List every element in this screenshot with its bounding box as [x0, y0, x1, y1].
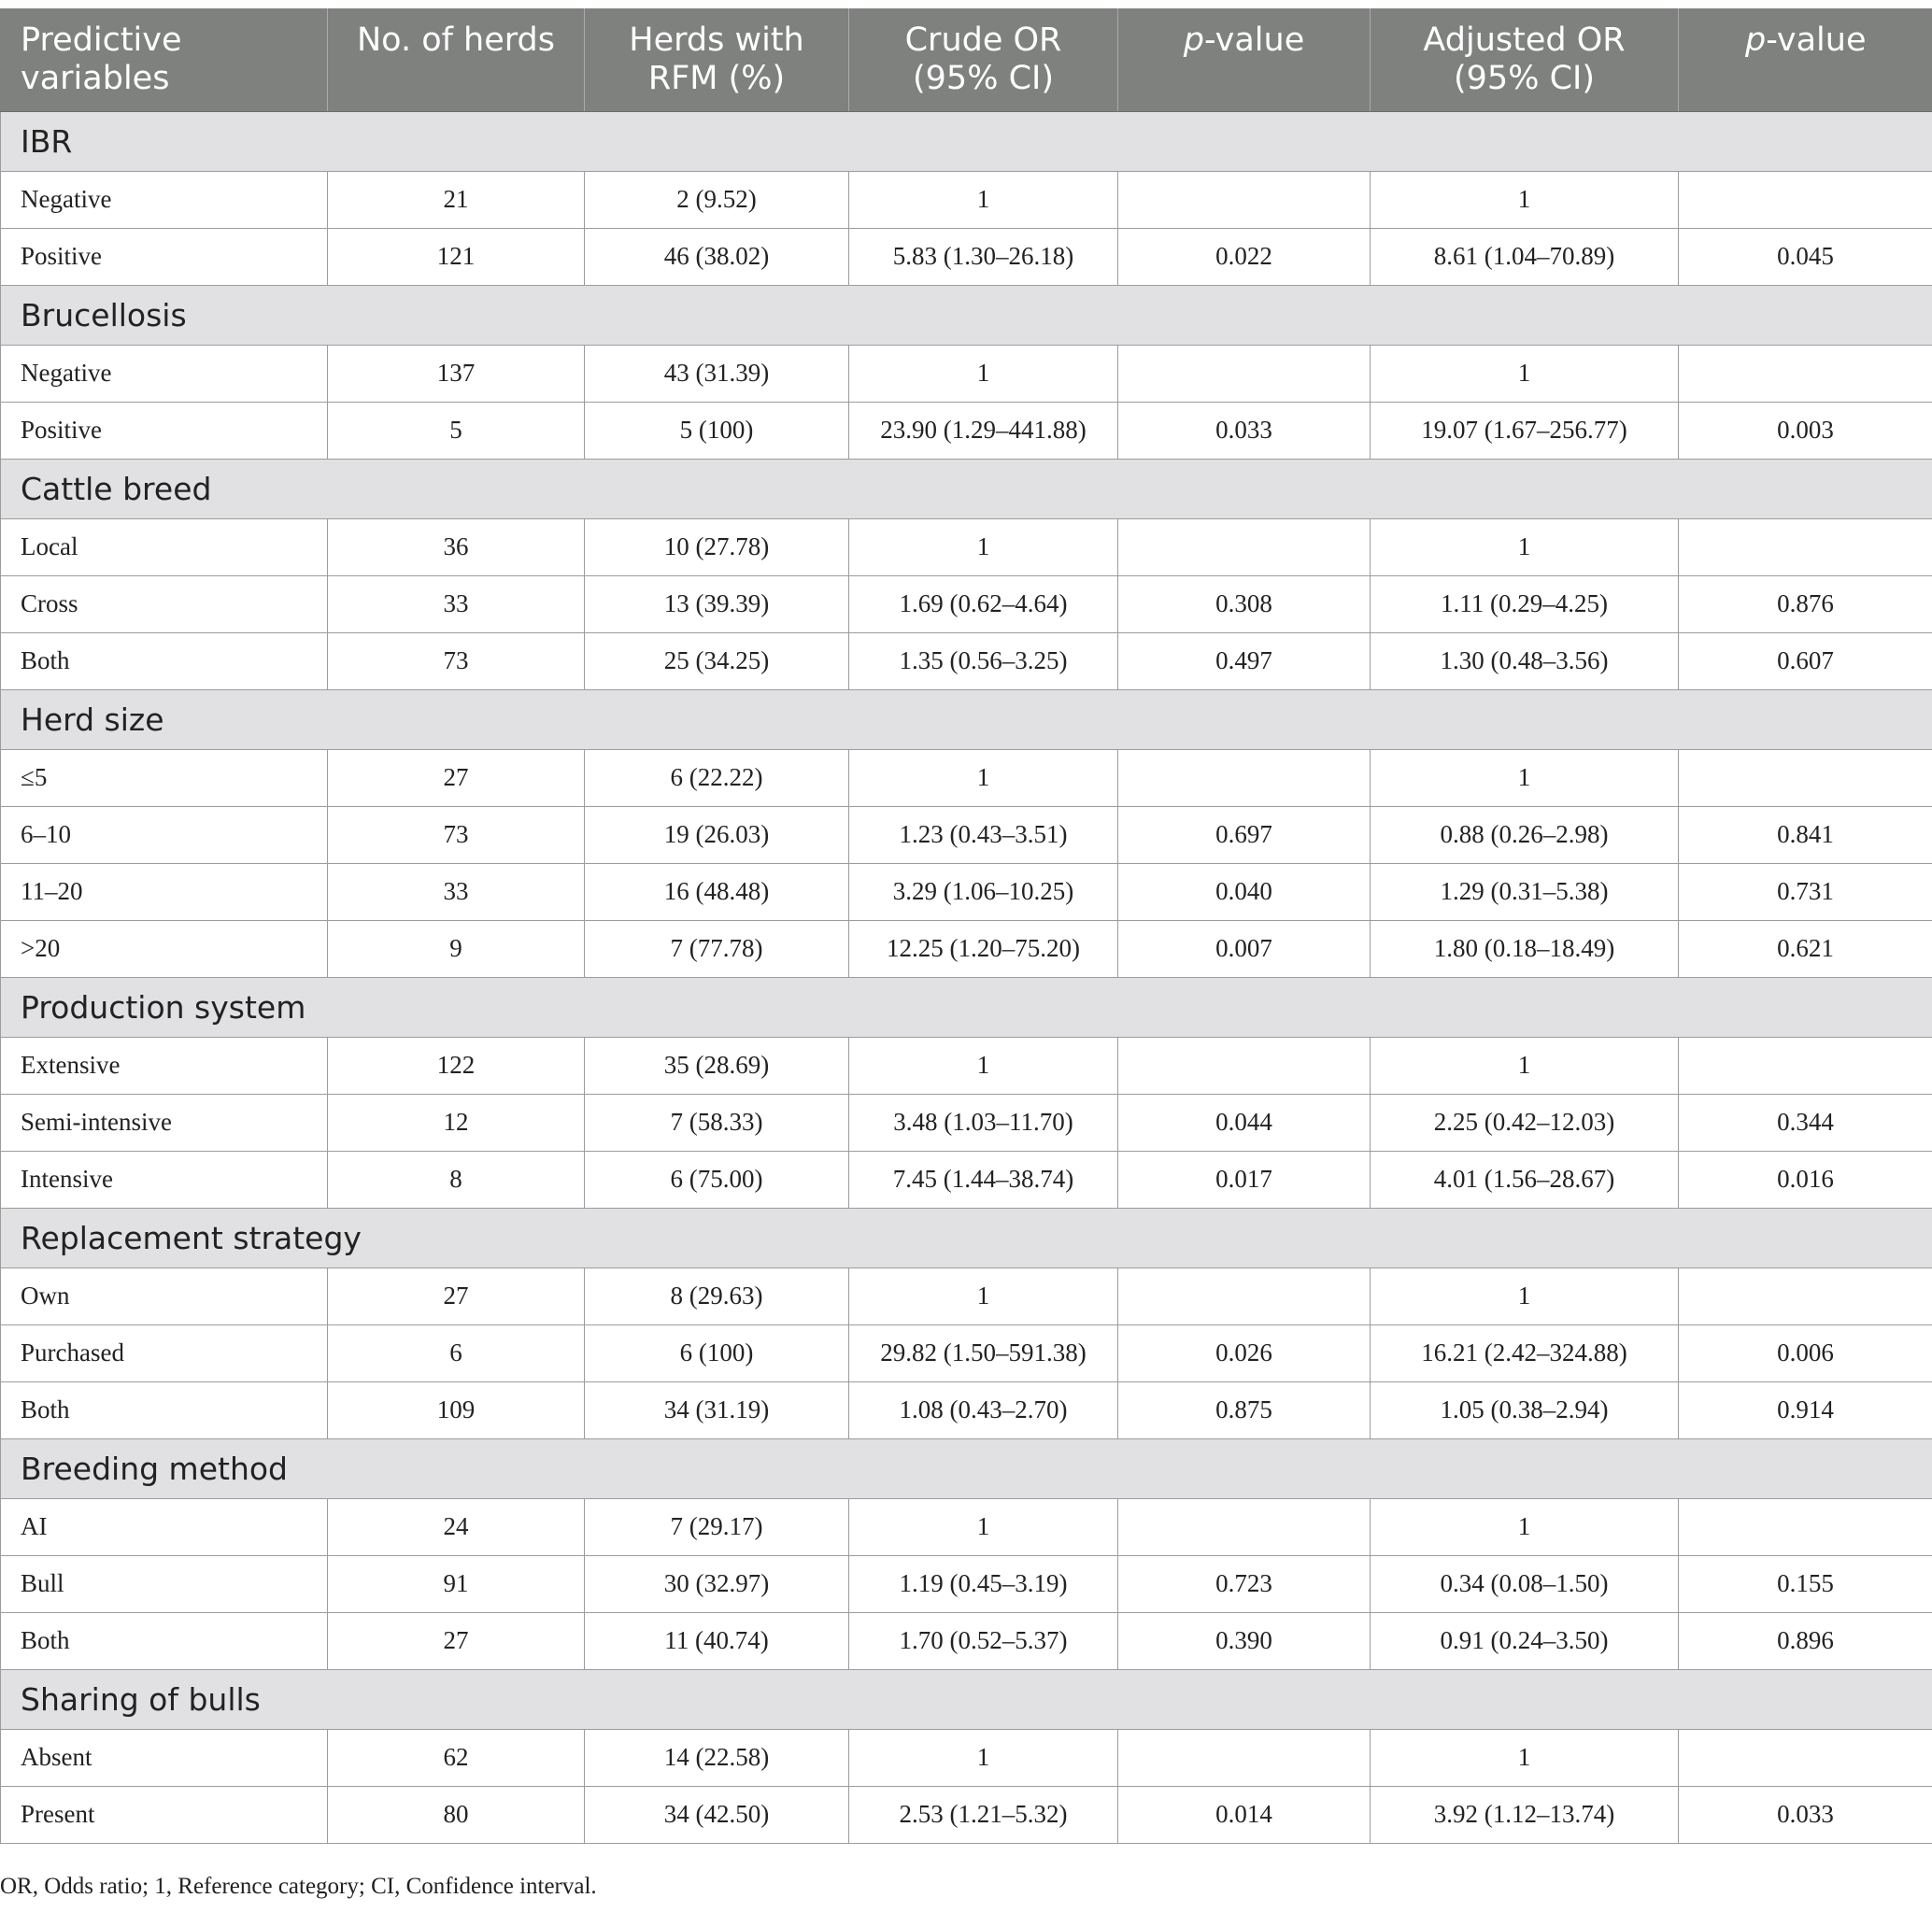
cell-adjusted-or: 1: [1371, 749, 1679, 806]
cell-herds-with-rfm: 8 (29.63): [585, 1268, 849, 1324]
cell-crude-or: 1: [849, 1729, 1118, 1786]
cell-p-value-adjusted: 0.914: [1679, 1381, 1932, 1438]
cell-p-value-adjusted: 0.006: [1679, 1324, 1932, 1381]
cell-no-of-herds: 27: [328, 1268, 585, 1324]
cell-variable-level: Absent: [1, 1729, 328, 1786]
group-title: Production system: [1, 977, 1932, 1037]
cell-p-value-crude: 0.007: [1118, 920, 1371, 977]
results-table-container: [0, 8, 1932, 1844]
cell-crude-or: 1.35 (0.56–3.25): [849, 632, 1118, 689]
cell-crude-or: 1: [849, 1037, 1118, 1094]
table-row: [1, 1729, 1932, 1786]
header-herds-with-rfm: Herds with RFM (%): [585, 8, 849, 111]
cell-no-of-herds: 73: [328, 806, 585, 863]
cell-adjusted-or: 19.07 (1.67–256.77): [1371, 402, 1679, 459]
cell-variable-level: ≤5: [1, 749, 328, 806]
cell-no-of-herds: 62: [328, 1729, 585, 1786]
cell-p-value-crude: 0.014: [1118, 1786, 1371, 1843]
cell-crude-or: 1: [849, 171, 1118, 228]
cell-no-of-herds: 36: [328, 518, 585, 575]
cell-no-of-herds: 9: [328, 920, 585, 977]
cell-adjusted-or: 1: [1371, 1037, 1679, 1094]
cell-p-value-adjusted: [1679, 345, 1932, 402]
table-row: [1, 1037, 1932, 1094]
table-row: [1, 1324, 1932, 1381]
cell-p-value-crude: [1118, 345, 1371, 402]
cell-adjusted-or: 1.29 (0.31–5.38): [1371, 863, 1679, 920]
cell-herds-with-rfm: 7 (29.17): [585, 1498, 849, 1555]
group-title: Breeding method: [1, 1438, 1932, 1498]
cell-crude-or: 1: [849, 345, 1118, 402]
cell-adjusted-or: 1.80 (0.18–18.49): [1371, 920, 1679, 977]
group-header-row: [1, 1438, 1932, 1498]
group-header-row: [1, 111, 1932, 171]
cell-adjusted-or: 1.11 (0.29–4.25): [1371, 575, 1679, 632]
cell-variable-level: Intensive: [1, 1151, 328, 1208]
cell-herds-with-rfm: 10 (27.78): [585, 518, 849, 575]
table-row: [1, 171, 1932, 228]
cell-crude-or: 12.25 (1.20–75.20): [849, 920, 1118, 977]
table-row: [1, 863, 1932, 920]
cell-variable-level: >20: [1, 920, 328, 977]
cell-p-value-crude: 0.697: [1118, 806, 1371, 863]
header-crude-or: Crude OR (95% CI): [849, 8, 1118, 111]
cell-herds-with-rfm: 7 (58.33): [585, 1094, 849, 1151]
group-title: Replacement strategy: [1, 1208, 1932, 1268]
table-row: [1, 228, 1932, 285]
cell-adjusted-or: 1: [1371, 1498, 1679, 1555]
table-row: [1, 1612, 1932, 1669]
cell-adjusted-or: 1.30 (0.48–3.56): [1371, 632, 1679, 689]
cell-adjusted-or: 1: [1371, 1729, 1679, 1786]
table-body: [1, 111, 1932, 1843]
cell-p-value-crude: 0.390: [1118, 1612, 1371, 1669]
cell-adjusted-or: 16.21 (2.42–324.88): [1371, 1324, 1679, 1381]
cell-variable-level: Cross: [1, 575, 328, 632]
cell-adjusted-or: 8.61 (1.04–70.89): [1371, 228, 1679, 285]
cell-variable-level: Negative: [1, 345, 328, 402]
table-row: [1, 1498, 1932, 1555]
cell-adjusted-or: 4.01 (1.56–28.67): [1371, 1151, 1679, 1208]
cell-crude-or: 1.23 (0.43–3.51): [849, 806, 1118, 863]
cell-p-value-adjusted: 0.016: [1679, 1151, 1932, 1208]
cell-p-value-crude: 0.497: [1118, 632, 1371, 689]
header-adjusted-or: Adjusted OR (95% CI): [1371, 8, 1679, 111]
cell-variable-level: Both: [1, 1612, 328, 1669]
header-p-value-adjusted: p-value: [1679, 8, 1932, 111]
cell-herds-with-rfm: 6 (75.00): [585, 1151, 849, 1208]
cell-variable-level: Extensive: [1, 1037, 328, 1094]
cell-p-value-crude: 0.026: [1118, 1324, 1371, 1381]
cell-p-value-adjusted: 0.731: [1679, 863, 1932, 920]
header-p-value-crude: p-value: [1118, 8, 1371, 111]
group-title: Sharing of bulls: [1, 1669, 1932, 1729]
cell-p-value-crude: [1118, 518, 1371, 575]
group-title: Brucellosis: [1, 285, 1932, 345]
group-title: Herd size: [1, 689, 1932, 749]
cell-p-value-crude: 0.040: [1118, 863, 1371, 920]
cell-crude-or: 1.69 (0.62–4.64): [849, 575, 1118, 632]
group-header-row: [1, 285, 1932, 345]
cell-crude-or: 1: [849, 1268, 1118, 1324]
cell-p-value-adjusted: [1679, 1268, 1932, 1324]
cell-variable-level: Positive: [1, 228, 328, 285]
table-row: [1, 806, 1932, 863]
cell-herds-with-rfm: 34 (42.50): [585, 1786, 849, 1843]
cell-variable-level: 11–20: [1, 863, 328, 920]
table-row: [1, 632, 1932, 689]
cell-herds-with-rfm: 30 (32.97): [585, 1555, 849, 1612]
cell-herds-with-rfm: 6 (100): [585, 1324, 849, 1381]
cell-variable-level: Local: [1, 518, 328, 575]
cell-p-value-adjusted: 0.045: [1679, 228, 1932, 285]
cell-crude-or: 1: [849, 518, 1118, 575]
table-footnote: OR, Odds ratio; 1, Reference category; CI, Confidence interval.: [0, 1874, 597, 1899]
cell-crude-or: 23.90 (1.29–441.88): [849, 402, 1118, 459]
cell-p-value-crude: 0.875: [1118, 1381, 1371, 1438]
cell-p-value-adjusted: 0.841: [1679, 806, 1932, 863]
cell-no-of-herds: 21: [328, 171, 585, 228]
cell-variable-level: Present: [1, 1786, 328, 1843]
group-header-row: [1, 977, 1932, 1037]
cell-p-value-adjusted: 0.155: [1679, 1555, 1932, 1612]
cell-crude-or: 7.45 (1.44–38.74): [849, 1151, 1118, 1208]
cell-no-of-herds: 33: [328, 575, 585, 632]
table-row: [1, 575, 1932, 632]
cell-p-value-crude: [1118, 1037, 1371, 1094]
cell-p-value-crude: [1118, 749, 1371, 806]
cell-variable-level: AI: [1, 1498, 328, 1555]
cell-no-of-herds: 121: [328, 228, 585, 285]
cell-no-of-herds: 137: [328, 345, 585, 402]
cell-p-value-crude: 0.017: [1118, 1151, 1371, 1208]
cell-variable-level: Purchased: [1, 1324, 328, 1381]
cell-no-of-herds: 109: [328, 1381, 585, 1438]
cell-p-value-adjusted: 0.896: [1679, 1612, 1932, 1669]
cell-herds-with-rfm: 25 (34.25): [585, 632, 849, 689]
cell-herds-with-rfm: 19 (26.03): [585, 806, 849, 863]
group-header-row: [1, 459, 1932, 518]
cell-variable-level: Both: [1, 1381, 328, 1438]
cell-no-of-herds: 33: [328, 863, 585, 920]
cell-p-value-adjusted: [1679, 171, 1932, 228]
group-header-row: [1, 1669, 1932, 1729]
cell-p-value-adjusted: 0.621: [1679, 920, 1932, 977]
cell-crude-or: 5.83 (1.30–26.18): [849, 228, 1118, 285]
cell-no-of-herds: 5: [328, 402, 585, 459]
cell-herds-with-rfm: 14 (22.58): [585, 1729, 849, 1786]
cell-p-value-crude: [1118, 1498, 1371, 1555]
cell-p-value-crude: 0.308: [1118, 575, 1371, 632]
cell-crude-or: 1.70 (0.52–5.37): [849, 1612, 1118, 1669]
cell-adjusted-or: 1.05 (0.38–2.94): [1371, 1381, 1679, 1438]
cell-p-value-crude: 0.033: [1118, 402, 1371, 459]
cell-adjusted-or: 1: [1371, 518, 1679, 575]
cell-adjusted-or: 3.92 (1.12–13.74): [1371, 1786, 1679, 1843]
table-row: [1, 1786, 1932, 1843]
cell-no-of-herds: 80: [328, 1786, 585, 1843]
group-header-row: [1, 1208, 1932, 1268]
cell-herds-with-rfm: 13 (39.39): [585, 575, 849, 632]
header-row: [1, 8, 1932, 111]
cell-herds-with-rfm: 6 (22.22): [585, 749, 849, 806]
cell-p-value-adjusted: 0.876: [1679, 575, 1932, 632]
cell-variable-level: Bull: [1, 1555, 328, 1612]
cell-p-value-adjusted: 0.003: [1679, 402, 1932, 459]
cell-p-value-adjusted: 0.344: [1679, 1094, 1932, 1151]
table-row: [1, 920, 1932, 977]
cell-p-value-crude: [1118, 1268, 1371, 1324]
table-row: [1, 518, 1932, 575]
cell-adjusted-or: 2.25 (0.42–12.03): [1371, 1094, 1679, 1151]
cell-crude-or: 1: [849, 749, 1118, 806]
cell-adjusted-or: 1: [1371, 1268, 1679, 1324]
cell-p-value-adjusted: [1679, 749, 1932, 806]
cell-herds-with-rfm: 43 (31.39): [585, 345, 849, 402]
cell-no-of-herds: 8: [328, 1151, 585, 1208]
header-no-of-herds: No. of herds: [328, 8, 585, 111]
table-row: [1, 1151, 1932, 1208]
cell-no-of-herds: 12: [328, 1094, 585, 1151]
cell-p-value-crude: 0.022: [1118, 228, 1371, 285]
cell-herds-with-rfm: 5 (100): [585, 402, 849, 459]
cell-no-of-herds: 27: [328, 1612, 585, 1669]
cell-crude-or: 1.19 (0.45–3.19): [849, 1555, 1118, 1612]
table-row: [1, 402, 1932, 459]
cell-adjusted-or: 1: [1371, 345, 1679, 402]
cell-adjusted-or: 1: [1371, 171, 1679, 228]
cell-p-value-adjusted: 0.607: [1679, 632, 1932, 689]
results-table: [0, 8, 1932, 1844]
cell-herds-with-rfm: 35 (28.69): [585, 1037, 849, 1094]
group-title: Cattle breed: [1, 459, 1932, 518]
cell-herds-with-rfm: 11 (40.74): [585, 1612, 849, 1669]
cell-variable-level: 6–10: [1, 806, 328, 863]
table-row: [1, 1268, 1932, 1324]
group-header-row: [1, 689, 1932, 749]
cell-no-of-herds: 6: [328, 1324, 585, 1381]
cell-crude-or: 3.48 (1.03–11.70): [849, 1094, 1118, 1151]
cell-crude-or: 2.53 (1.21–5.32): [849, 1786, 1118, 1843]
cell-herds-with-rfm: 2 (9.52): [585, 171, 849, 228]
cell-no-of-herds: 122: [328, 1037, 585, 1094]
cell-p-value-adjusted: [1679, 1498, 1932, 1555]
cell-p-value-adjusted: [1679, 1037, 1932, 1094]
table-header: [1, 8, 1932, 111]
cell-p-value-adjusted: [1679, 518, 1932, 575]
cell-variable-level: Semi-intensive: [1, 1094, 328, 1151]
cell-p-value-adjusted: [1679, 1729, 1932, 1786]
table-row: [1, 345, 1932, 402]
cell-crude-or: 1: [849, 1498, 1118, 1555]
cell-variable-level: Both: [1, 632, 328, 689]
cell-p-value-crude: 0.723: [1118, 1555, 1371, 1612]
cell-variable-level: Positive: [1, 402, 328, 459]
cell-p-value-crude: [1118, 171, 1371, 228]
cell-no-of-herds: 24: [328, 1498, 585, 1555]
table-row: [1, 1381, 1932, 1438]
cell-no-of-herds: 73: [328, 632, 585, 689]
cell-p-value-crude: [1118, 1729, 1371, 1786]
cell-variable-level: Negative: [1, 171, 328, 228]
cell-adjusted-or: 0.91 (0.24–3.50): [1371, 1612, 1679, 1669]
cell-crude-or: 1.08 (0.43–2.70): [849, 1381, 1118, 1438]
cell-adjusted-or: 0.88 (0.26–2.98): [1371, 806, 1679, 863]
table-row: [1, 1555, 1932, 1612]
group-title: IBR: [1, 111, 1932, 171]
cell-crude-or: 3.29 (1.06–10.25): [849, 863, 1118, 920]
cell-p-value-crude: 0.044: [1118, 1094, 1371, 1151]
cell-no-of-herds: 91: [328, 1555, 585, 1612]
header-predictive-variables: Predictive variables: [1, 8, 328, 111]
cell-herds-with-rfm: 16 (48.48): [585, 863, 849, 920]
cell-variable-level: Own: [1, 1268, 328, 1324]
cell-adjusted-or: 0.34 (0.08–1.50): [1371, 1555, 1679, 1612]
cell-p-value-adjusted: 0.033: [1679, 1786, 1932, 1843]
cell-herds-with-rfm: 46 (38.02): [585, 228, 849, 285]
cell-herds-with-rfm: 7 (77.78): [585, 920, 849, 977]
table-row: [1, 1094, 1932, 1151]
cell-crude-or: 29.82 (1.50–591.38): [849, 1324, 1118, 1381]
cell-herds-with-rfm: 34 (31.19): [585, 1381, 849, 1438]
table-row: [1, 749, 1932, 806]
cell-no-of-herds: 27: [328, 749, 585, 806]
